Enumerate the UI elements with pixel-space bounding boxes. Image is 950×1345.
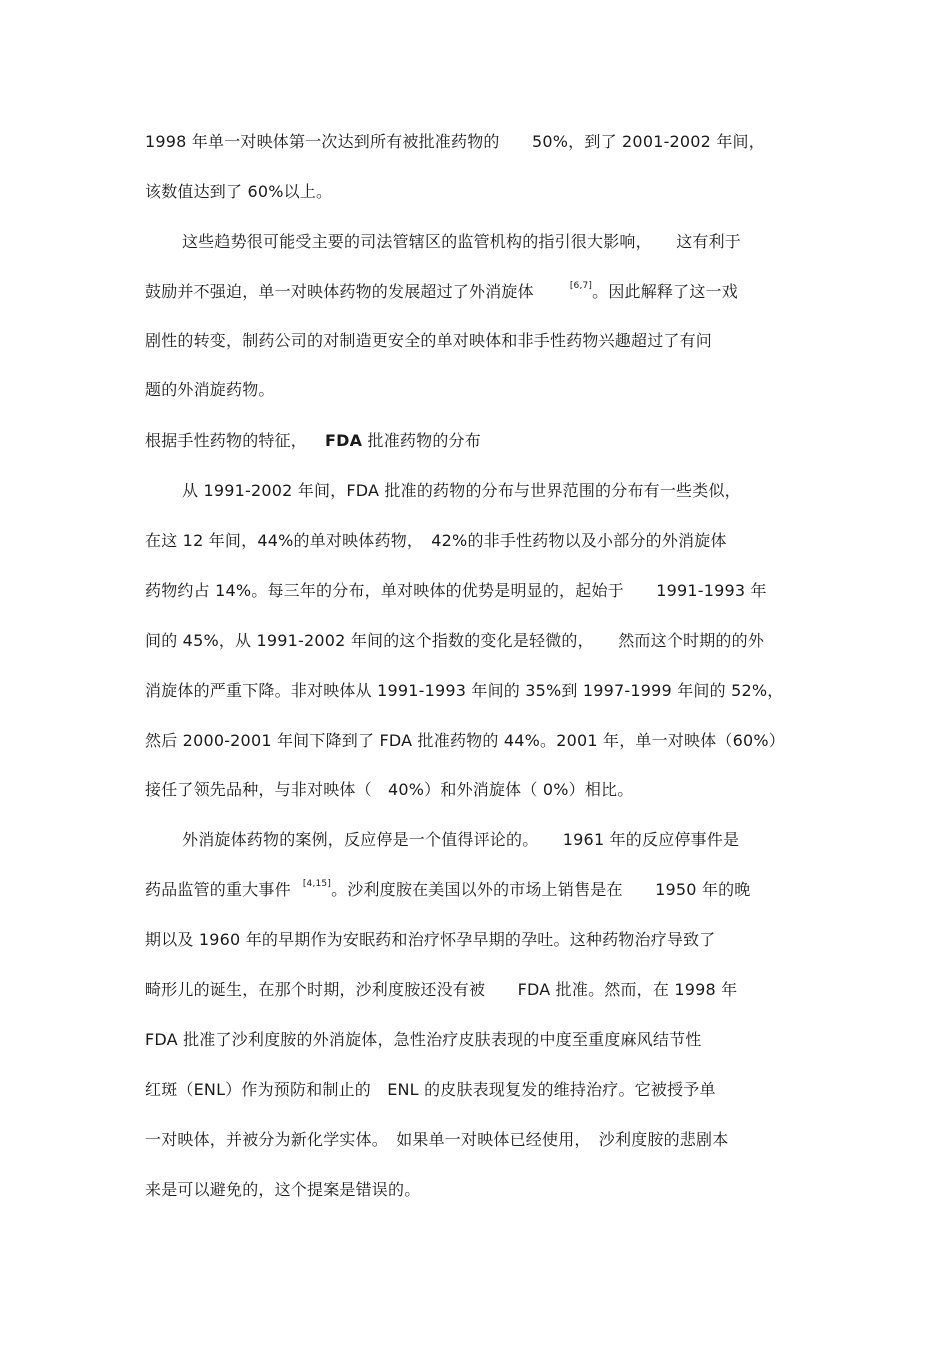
paragraph-line: 剧性的转变，制药公司的对制造更安全的单对映体和非手性药物兴趣超过了有问	[145, 331, 713, 350]
paragraph-line: 该数值达到了 60%以上。	[145, 182, 333, 201]
paragraph-line: 来是可以避免的，这个提案是错误的。	[145, 1180, 421, 1199]
paragraph-line: 期以及 1960 年的早期作为安眠药和治疗怀孕早期的孕吐。这种药物治疗导致了	[145, 930, 716, 949]
paragraph-line: 药物约占 14%。每三年的分布，单对映体的优势是明显的，起始于 1991-1993 年	[145, 581, 767, 600]
paragraph-line: 消旋体的严重下降。非对映体从 1991-1993 年间的 35%到 1997-1999 年间的 52%，	[145, 681, 784, 700]
paragraph-line: 题的外消旋药物。	[145, 380, 275, 399]
paragraph-line: 红斑（ENL）作为预防和制止的 ENL 的皮肤表现复发的维持治疗。它被授予单	[145, 1080, 716, 1099]
paragraph-line: 鼓励并不强迫，单一对映体药物的发展超过了外消旋体 [6,7]。因此解释了这一戏	[145, 281, 738, 301]
paragraph-line: FDA 批准了沙利度胺的外消旋体，急性治疗皮肤表现的中度至重度麻风结节性	[145, 1030, 702, 1049]
paragraph-line: 接任了领先品种，与非对映体（ 40%）和外消旋体（ 0%）相比。	[145, 780, 634, 799]
section-heading: 根据手性药物的特征， FDA 批准药物的分布	[145, 431, 481, 450]
citation-ref: [6,7]	[569, 281, 593, 291]
paragraph-line: 在这 12 年间，44%的单对映体药物， 42%的非手性药物以及小部分的外消旋体	[145, 531, 727, 550]
paragraph-line: 然后 2000-2001 年间下降到了 FDA 批准药物的 44%。2001 年，单一对映体（60%）	[145, 731, 785, 750]
paragraph-line: 药品监管的重大事件 [4,15]。沙利度胺在美国以外的市场上销售是在 1950 年的晚	[145, 879, 751, 899]
paragraph-line: 外消旋体药物的案例，反应停是一个值得评论的。 1961 年的反应停事件是	[182, 830, 740, 849]
paragraph-line: 一对映体，并被分为新化学实体。 如果单一对映体已经使用， 沙利度胺的悲剧本	[145, 1130, 729, 1149]
paragraph-line: 畸形儿的诞生，在那个时期，沙利度胺还没有被 FDA 批准。然而，在 1998 年	[145, 980, 738, 999]
paragraph-line: 间的 45%，从 1991-2002 年间的这个指数的变化是轻微的， 然而这个时期的的外	[145, 631, 765, 650]
paragraph-line: 1998 年单一对映体第一次达到所有被批准药物的 50%，到了 2001-2002 年间，	[145, 132, 765, 151]
paragraph-line: 这些趋势很可能受主要的司法管辖区的监管机构的指引很大影响， 这有利于	[182, 232, 742, 251]
paragraph-line: 从 1991-2002 年间，FDA 批准的药物的分布与世界范围的分布有一些类似，	[182, 481, 741, 500]
citation-ref: [4,15]	[302, 879, 332, 889]
